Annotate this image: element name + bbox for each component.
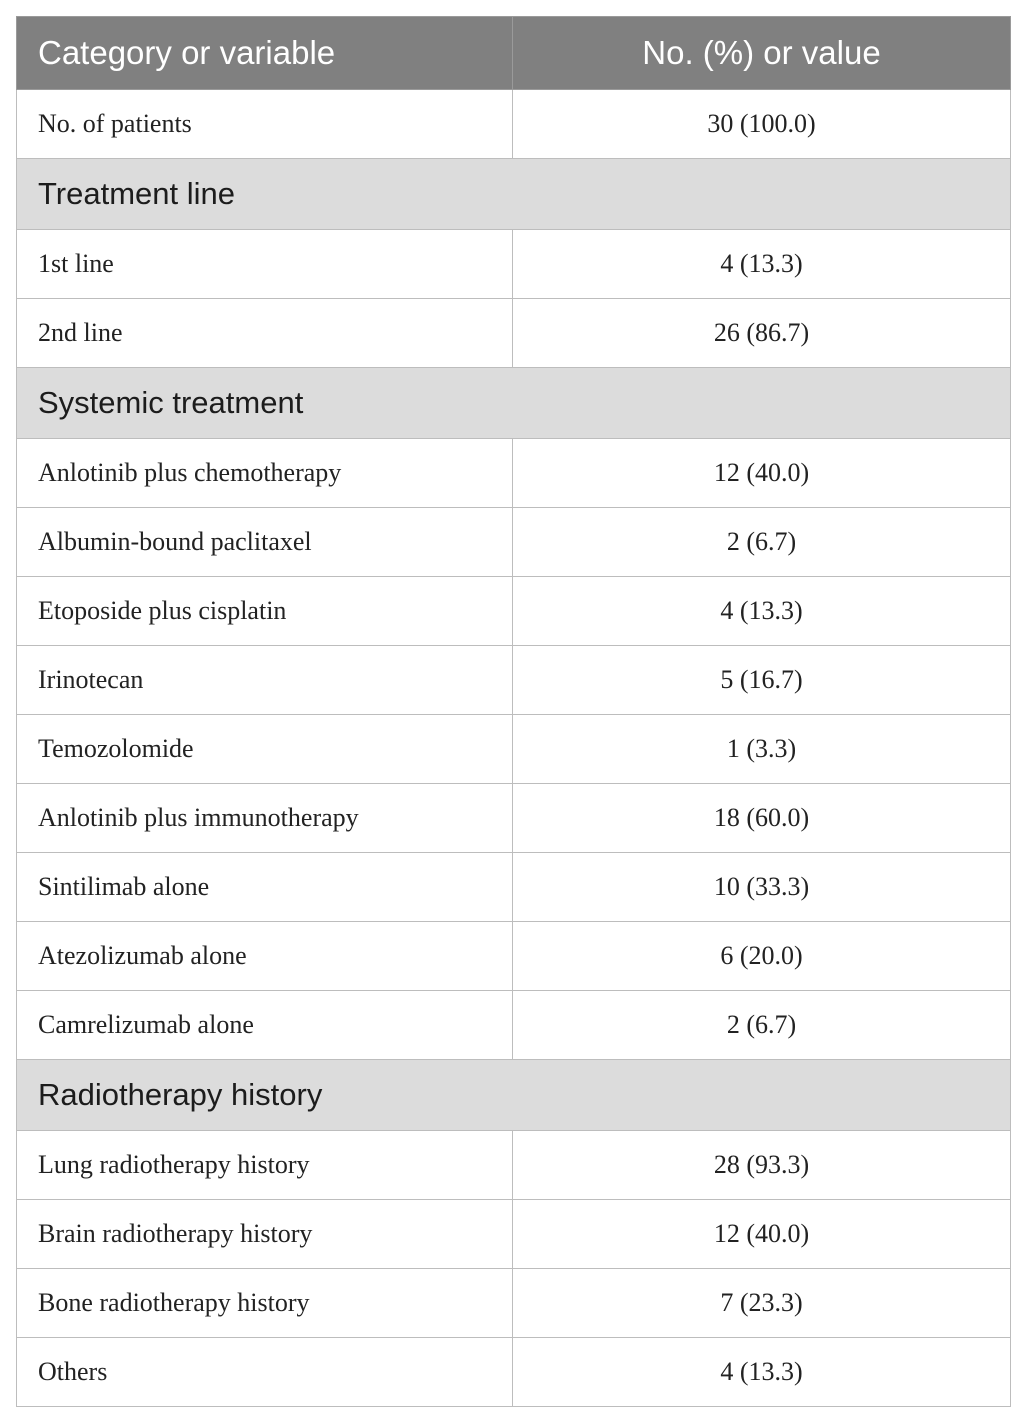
table-row	[17, 991, 1011, 1060]
row-label: Sintilimab alone	[17, 853, 513, 922]
table-body	[17, 90, 1011, 1407]
row-value: 5 (16.7)	[513, 646, 1011, 715]
table-row	[17, 784, 1011, 853]
row-label: 1st line	[17, 230, 513, 299]
row-value: 2 (6.7)	[513, 508, 1011, 577]
table-row	[17, 230, 1011, 299]
row-label: Anlotinib plus immunotherapy	[17, 784, 513, 853]
row-label: Lung radiotherapy history	[17, 1131, 513, 1200]
row-value: 6 (20.0)	[513, 922, 1011, 991]
characteristics-table	[16, 16, 1011, 1407]
row-value: 12 (40.0)	[513, 1200, 1011, 1269]
table-row	[17, 1131, 1011, 1200]
row-value: 4 (13.3)	[513, 1338, 1011, 1407]
row-label: Albumin-bound paclitaxel	[17, 508, 513, 577]
table-row	[17, 299, 1011, 368]
table-row	[17, 1200, 1011, 1269]
section-row	[17, 159, 1011, 230]
row-label: Anlotinib plus chemotherapy	[17, 439, 513, 508]
characteristics-table-container	[16, 16, 1010, 1407]
table-row	[17, 90, 1011, 159]
row-value: 28 (93.3)	[513, 1131, 1011, 1200]
header-row	[17, 17, 1011, 90]
row-label: Camrelizumab alone	[17, 991, 513, 1060]
section-heading: Treatment line	[17, 159, 1011, 230]
row-label: Others	[17, 1338, 513, 1407]
row-label: No. of patients	[17, 90, 513, 159]
table-row	[17, 853, 1011, 922]
row-value: 7 (23.3)	[513, 1269, 1011, 1338]
row-label: 2nd line	[17, 299, 513, 368]
row-value: 26 (86.7)	[513, 299, 1011, 368]
table-row	[17, 1338, 1011, 1407]
row-label: Etoposide plus cisplatin	[17, 577, 513, 646]
header-category: Category or variable	[17, 17, 513, 90]
header-value: No. (%) or value	[513, 17, 1011, 90]
row-value: 2 (6.7)	[513, 991, 1011, 1060]
table-row	[17, 439, 1011, 508]
section-heading: Radiotherapy history	[17, 1060, 1011, 1131]
row-label: Bone radiotherapy history	[17, 1269, 513, 1338]
table-row	[17, 508, 1011, 577]
table-row	[17, 1269, 1011, 1338]
row-label: Brain radiotherapy history	[17, 1200, 513, 1269]
row-value: 4 (13.3)	[513, 230, 1011, 299]
row-value: 30 (100.0)	[513, 90, 1011, 159]
row-value: 10 (33.3)	[513, 853, 1011, 922]
row-value: 18 (60.0)	[513, 784, 1011, 853]
table-row	[17, 922, 1011, 991]
table-row	[17, 715, 1011, 784]
row-value: 12 (40.0)	[513, 439, 1011, 508]
row-label: Irinotecan	[17, 646, 513, 715]
table-row	[17, 646, 1011, 715]
section-row	[17, 1060, 1011, 1131]
row-label: Temozolomide	[17, 715, 513, 784]
row-label: Atezolizumab alone	[17, 922, 513, 991]
row-value: 1 (3.3)	[513, 715, 1011, 784]
row-value: 4 (13.3)	[513, 577, 1011, 646]
section-row	[17, 368, 1011, 439]
table-header	[17, 17, 1011, 90]
section-heading: Systemic treatment	[17, 368, 1011, 439]
table-row	[17, 577, 1011, 646]
